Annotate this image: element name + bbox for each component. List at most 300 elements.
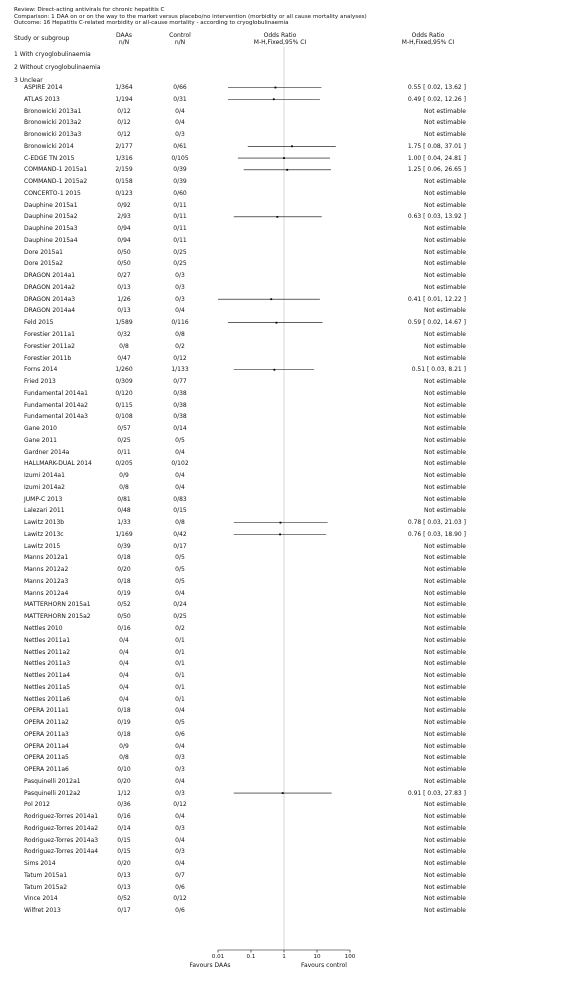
daas-count: 0/13: [117, 307, 131, 315]
control-count: 0/5: [175, 577, 185, 585]
daas-count: 0/4: [119, 648, 129, 656]
or-ci-text: Not estimable: [424, 495, 466, 503]
daas-count: 0/17: [117, 907, 131, 915]
study-name: Rodriguez-Torres 2014a4: [24, 848, 99, 856]
study-name: HALLMARK-DUAL 2014: [24, 460, 92, 468]
or-ci-text: Not estimable: [424, 660, 466, 668]
or-ci-text: Not estimable: [424, 777, 466, 785]
control-count: 1/133: [171, 366, 189, 374]
daas-count: 0/9: [119, 742, 129, 750]
study-name: Nettles 2011a1: [24, 636, 71, 644]
or-ci-text: 1.00 [ 0.04, 24.81 ]: [407, 154, 466, 162]
or-text-method-header: M-H,Fixed,95% CI: [401, 39, 455, 46]
daas-count: 1/12: [117, 789, 131, 797]
control-count: 0/3: [175, 295, 185, 303]
study-name: Izumi 2014a2: [24, 483, 65, 491]
control-count: 0/4: [175, 589, 185, 597]
daas-count: 0/12: [117, 119, 131, 127]
subgroup-label: 3 Unclear: [14, 77, 43, 84]
study-name: Tatum 2015a1: [24, 871, 68, 879]
control-count: 0/3: [175, 272, 185, 280]
control-count: 0/7: [175, 871, 185, 879]
control-count: 0/4: [175, 777, 185, 785]
or-ci-text: Not estimable: [424, 672, 466, 679]
or-ci-text: Not estimable: [424, 331, 466, 338]
study-name: Gardner 2014a: [24, 448, 70, 456]
or-ci-text: Not estimable: [424, 636, 466, 644]
study-name: JUMP-C 2013: [24, 495, 63, 503]
study-name: Lalezari 2011: [24, 507, 65, 515]
study-name: OPERA 2011a5: [24, 754, 69, 762]
or-ci-text: Not estimable: [424, 201, 466, 209]
control-count: 0/2: [175, 625, 185, 632]
study-name: Nettles 2011a4: [24, 672, 71, 679]
daas-count: 0/4: [119, 683, 129, 691]
control-count: 0/11: [173, 201, 187, 209]
or-ci-text: Not estimable: [424, 542, 466, 550]
daas-count: 0/309: [115, 378, 133, 385]
study-name: OPERA 2011a4: [24, 742, 69, 750]
daas-nn-header: n/N: [118, 39, 130, 46]
or-ci-text: Not estimable: [424, 871, 466, 879]
or-ci-text: Not estimable: [424, 836, 466, 844]
study-name: Lawitz 2013c: [24, 530, 64, 538]
or-ci-text: Not estimable: [424, 119, 466, 127]
point-estimate: [283, 157, 285, 159]
or-ci-text: Not estimable: [424, 848, 466, 856]
study-name: ASPIRE 2014: [24, 84, 63, 91]
study-name: DRAGON 2014a4: [24, 307, 76, 315]
daas-count: 0/36: [117, 801, 131, 809]
study-name: Gane 2010: [24, 425, 57, 432]
favours-control-label: Favours control: [301, 962, 347, 969]
control-count: 0/39: [173, 166, 187, 174]
x-tick-label: 0.1: [246, 954, 256, 960]
study-name: OPERA 2011a6: [24, 766, 69, 774]
or-ci-text: Not estimable: [424, 742, 466, 750]
daas-count: 0/20: [117, 860, 131, 868]
x-tick-label: 100: [344, 954, 356, 960]
or-ci-text: Not estimable: [424, 577, 466, 585]
control-count: 0/1: [175, 660, 185, 668]
daas-count: 0/94: [117, 236, 131, 244]
daas-count: 0/9: [119, 472, 129, 480]
study-name: Izumi 2014a1: [24, 472, 65, 480]
x-tick-label: 1: [282, 954, 286, 960]
study-name: COMMAND-1 2015a1: [24, 166, 88, 174]
or-ci-text: Not estimable: [424, 883, 466, 891]
daas-count: 1/169: [115, 530, 133, 538]
control-count: 0/38: [173, 389, 187, 397]
daas-count: 0/39: [117, 542, 131, 550]
study-name: Rodriguez-Torres 2014a2: [24, 824, 99, 832]
study-name: Dauphine 2015a1: [24, 201, 78, 209]
or-ci-text: Not estimable: [424, 754, 466, 762]
or-ci-text: Not estimable: [424, 601, 466, 609]
study-name: Dore 2015a1: [24, 248, 63, 256]
daas-count: 0/12: [117, 107, 131, 115]
control-count: 0/12: [173, 354, 187, 362]
daas-count: 0/15: [117, 836, 131, 844]
control-nn-header: n/N: [174, 39, 186, 46]
study-name: Pol 2012: [24, 801, 50, 809]
daas-count: 0/47: [117, 354, 131, 362]
or-ci-text: Not estimable: [424, 260, 466, 268]
or-ci-text: Not estimable: [424, 625, 466, 632]
daas-count: 0/15: [117, 848, 131, 856]
control-count: 0/17: [173, 542, 187, 550]
study-name: Dauphine 2015a3: [24, 225, 78, 233]
or-ci-text: 1.75 [ 0.08, 37.01 ]: [407, 142, 466, 150]
daas-count: 1/260: [115, 366, 133, 374]
daas-count: 0/20: [117, 777, 131, 785]
control-count: 0/6: [175, 730, 185, 738]
daas-count: 0/14: [117, 824, 131, 832]
study-name: OPERA 2011a1: [24, 707, 69, 715]
or-ci-text: Not estimable: [424, 707, 466, 715]
review-title: Review: Direct-acting antivirals for chronic hepatitis C: [14, 7, 165, 13]
daas-count: 0/18: [117, 577, 131, 585]
daas-count: 0/13: [117, 883, 131, 891]
study-name: Forestier 2011a1: [24, 331, 75, 338]
daas-count: 0/8: [119, 483, 129, 491]
study-name: MATTERHORN 2015a1: [24, 601, 91, 609]
control-count: 0/25: [173, 260, 187, 268]
daas-count: 0/4: [119, 660, 129, 668]
control-count: 0/83: [173, 495, 187, 503]
or-ci-text: Not estimable: [424, 695, 466, 703]
or-ci-text: Not estimable: [424, 554, 466, 562]
or-ci-text: 0.51 [ 0.03, 8.21 ]: [411, 366, 466, 374]
or-ci-text: Not estimable: [424, 248, 466, 256]
control-count: 0/1: [175, 648, 185, 656]
daas-count: 0/205: [115, 460, 133, 468]
or-ci-text: Not estimable: [424, 472, 466, 480]
study-name: Nettles 2011a2: [24, 648, 71, 656]
or-ci-text: 1.25 [ 0.06, 26.65 ]: [407, 166, 466, 174]
control-count: 0/4: [175, 119, 185, 127]
or-ci-text: Not estimable: [424, 907, 466, 915]
or-ci-text: 0.78 [ 0.03, 21.03 ]: [407, 519, 466, 527]
daas-count: 0/50: [117, 260, 131, 268]
control-count: 0/25: [173, 613, 187, 621]
study-name: DRAGON 2014a3: [24, 295, 76, 303]
control-count: 0/12: [173, 801, 187, 809]
daas-count: 0/8: [119, 342, 129, 350]
control-count: 0/1: [175, 683, 185, 691]
daas-count: 1/194: [115, 95, 133, 103]
or-ci-text: Not estimable: [424, 460, 466, 468]
daas-count: 0/32: [117, 331, 131, 338]
or-ci-text: Not estimable: [424, 436, 466, 444]
daas-count: 1/589: [115, 319, 133, 327]
daas-count: 0/13: [117, 283, 131, 291]
point-estimate: [275, 87, 277, 89]
or-ci-text: Not estimable: [424, 895, 466, 903]
study-name: Feld 2015: [24, 319, 54, 327]
study-name: Fried 2013: [24, 378, 56, 385]
or-ci-text: Not estimable: [424, 389, 466, 397]
daas-count: 0/52: [117, 601, 131, 609]
control-count: 0/5: [175, 719, 185, 726]
study-name: Nettles 2011a6: [24, 695, 71, 703]
study-name: ATLAS 2013: [24, 95, 60, 103]
or-ci-text: 0.91 [ 0.03, 27.83 ]: [407, 789, 466, 797]
point-estimate: [270, 298, 272, 300]
daas-count: 0/13: [117, 871, 131, 879]
or-ci-text: Not estimable: [424, 378, 466, 385]
control-count: 0/4: [175, 742, 185, 750]
daas-count: 0/18: [117, 730, 131, 738]
or-ci-text: Not estimable: [424, 272, 466, 280]
study-name: C-EDGE TN 2015: [24, 154, 75, 162]
daas-count: 0/57: [117, 425, 131, 432]
point-estimate: [273, 369, 275, 371]
daas-count: 0/16: [117, 625, 131, 632]
or-ci-text: Not estimable: [424, 131, 466, 138]
control-count: 0/12: [173, 895, 187, 903]
control-count: 0/105: [171, 154, 189, 162]
daas-count: 0/11: [117, 448, 131, 456]
study-name: Forns 2014: [24, 366, 58, 374]
study-name: Bronowicki 2013a1: [24, 107, 82, 115]
control-count: 0/4: [175, 836, 185, 844]
or-plot-header: Odds Ratio: [263, 32, 297, 39]
daas-count: 0/123: [115, 189, 133, 197]
or-ci-text: Not estimable: [424, 283, 466, 291]
study-name: Dauphine 2015a4: [24, 236, 78, 244]
or-ci-text: 0.41 [ 0.01, 12.22 ]: [407, 295, 466, 303]
study-name: COMMAND-1 2015a2: [24, 178, 88, 186]
study-name: Manns 2012a1: [24, 554, 69, 562]
control-count: 0/14: [173, 425, 187, 432]
or-ci-text: Not estimable: [424, 236, 466, 244]
daas-count: 2/93: [117, 213, 131, 221]
x-tick-label: 0.01: [211, 954, 225, 960]
daas-column-header: DAAs: [115, 32, 133, 39]
or-plot-method-header: M-H,Fixed,95% CI: [253, 39, 307, 46]
daas-count: 1/364: [115, 84, 133, 91]
study-name: Forestier 2011b: [24, 354, 72, 362]
comparison-title: Comparison: 1 DAA on or on the way to the market versus placebo/no intervention (morbidity or all cause mortality analyses): [14, 14, 367, 20]
control-count: 0/4: [175, 483, 185, 491]
study-name: Pasquinelli 2012a2: [24, 789, 81, 797]
daas-count: 0/12: [117, 131, 131, 138]
point-estimate: [291, 145, 293, 147]
or-ci-text: Not estimable: [424, 613, 466, 621]
daas-count: 0/4: [119, 672, 129, 679]
subgroup-label: 1 With cryoglobulinaemia: [14, 51, 91, 58]
control-count: 0/42: [173, 530, 187, 538]
or-text-header: Odds Ratio: [411, 32, 445, 39]
daas-count: 0/19: [117, 719, 131, 726]
study-name: DRAGON 2014a1: [24, 272, 76, 280]
daas-count: 0/16: [117, 813, 131, 821]
point-estimate: [280, 522, 282, 524]
or-ci-text: Not estimable: [424, 683, 466, 691]
daas-count: 0/92: [117, 201, 131, 209]
control-count: 0/3: [175, 789, 185, 797]
or-ci-text: Not estimable: [424, 813, 466, 821]
or-ci-text: Not estimable: [424, 225, 466, 233]
or-ci-text: Not estimable: [424, 448, 466, 456]
control-count: 0/6: [175, 907, 185, 915]
study-column-header: Study or subgroup: [14, 35, 70, 42]
control-count: 0/4: [175, 448, 185, 456]
daas-count: 0/18: [117, 554, 131, 562]
control-column-header: Control: [169, 32, 191, 39]
study-name: Bronowicki 2013a3: [24, 131, 82, 138]
control-count: 0/39: [173, 178, 187, 186]
control-count: 0/1: [175, 636, 185, 644]
daas-count: 0/19: [117, 589, 131, 597]
or-ci-text: Not estimable: [424, 107, 466, 115]
study-name: OPERA 2011a2: [24, 719, 69, 726]
study-name: Fundamental 2014a1: [24, 389, 88, 397]
study-name: Tatum 2015a2: [24, 883, 68, 891]
study-name: Wilfret 2013: [24, 907, 61, 915]
control-count: 0/4: [175, 472, 185, 480]
study-name: Manns 2012a2: [24, 566, 69, 574]
point-estimate: [276, 216, 278, 218]
daas-count: 0/50: [117, 613, 131, 621]
or-ci-text: Not estimable: [424, 178, 466, 186]
study-name: Bronowicki 2014: [24, 142, 74, 150]
study-name: Lawitz 2013b: [24, 519, 65, 527]
control-count: 0/116: [171, 319, 189, 327]
or-ci-text: Not estimable: [424, 483, 466, 491]
control-count: 0/38: [173, 401, 187, 409]
or-ci-text: Not estimable: [424, 648, 466, 656]
daas-count: 0/94: [117, 225, 131, 233]
daas-count: 0/4: [119, 636, 129, 644]
control-count: 0/4: [175, 707, 185, 715]
control-count: 0/4: [175, 307, 185, 315]
control-count: 0/2: [175, 342, 185, 350]
control-count: 0/4: [175, 107, 185, 115]
study-name: Dore 2015a2: [24, 260, 63, 268]
study-name: Lawitz 2015: [24, 542, 61, 550]
or-ci-text: Not estimable: [424, 189, 466, 197]
control-count: 0/25: [173, 248, 187, 256]
or-ci-text: Not estimable: [424, 801, 466, 809]
daas-count: 0/25: [117, 436, 131, 444]
daas-count: 0/4: [119, 695, 129, 703]
study-name: MATTERHORN 2015a2: [24, 613, 91, 621]
daas-count: 2/159: [115, 166, 133, 174]
control-count: 0/4: [175, 813, 185, 821]
study-name: DRAGON 2014a2: [24, 283, 76, 291]
study-name: Nettles 2011a5: [24, 683, 71, 691]
control-count: 0/5: [175, 566, 185, 574]
or-ci-text: 0.76 [ 0.03, 18.90 ]: [407, 530, 466, 538]
point-estimate: [273, 98, 275, 100]
point-estimate: [279, 533, 281, 535]
study-name: Dauphine 2015a2: [24, 213, 78, 221]
or-ci-text: Not estimable: [424, 730, 466, 738]
control-count: 0/4: [175, 860, 185, 868]
point-estimate: [276, 322, 278, 324]
control-count: 0/77: [173, 378, 187, 385]
control-count: 0/3: [175, 131, 185, 138]
or-ci-text: Not estimable: [424, 342, 466, 350]
study-name: Rodriguez-Torres 2014a3: [24, 836, 99, 844]
daas-count: 0/108: [115, 413, 133, 421]
study-name: Nettles 2010: [24, 625, 63, 632]
control-count: 0/5: [175, 436, 185, 444]
study-name: CONCERTO-1 2015: [24, 189, 81, 197]
control-count: 0/1: [175, 695, 185, 703]
control-count: 0/60: [173, 189, 187, 197]
daas-count: 0/120: [115, 389, 133, 397]
control-count: 0/24: [173, 601, 187, 609]
daas-count: 0/81: [117, 495, 131, 503]
study-name: Fundamental 2014a2: [24, 401, 88, 409]
or-ci-text: 0.59 [ 0.02, 14.67 ]: [407, 319, 466, 327]
daas-count: 1/33: [117, 519, 131, 527]
control-count: 0/38: [173, 413, 187, 421]
or-ci-text: Not estimable: [424, 425, 466, 432]
favours-daas-label: Favours DAAs: [189, 962, 231, 969]
study-name: OPERA 2011a3: [24, 730, 69, 738]
subgroup-label: 2 Without cryoglobulinaemia: [14, 64, 101, 71]
or-ci-text: Not estimable: [424, 401, 466, 409]
study-name: Rodriguez-Torres 2014a1: [24, 813, 99, 821]
daas-count: 2/177: [115, 142, 133, 150]
control-count: 0/8: [175, 519, 185, 527]
daas-count: 0/158: [115, 178, 133, 186]
study-name: Nettles 2011a3: [24, 660, 71, 668]
point-estimate: [282, 792, 284, 794]
control-count: 0/3: [175, 283, 185, 291]
or-ci-text: Not estimable: [424, 719, 466, 726]
daas-count: 0/52: [117, 895, 131, 903]
control-count: 0/11: [173, 236, 187, 244]
study-name: Vince 2014: [24, 895, 58, 903]
control-count: 0/31: [173, 95, 187, 103]
or-ci-text: Not estimable: [424, 566, 466, 574]
or-ci-text: 0.63 [ 0.03, 13.92 ]: [407, 213, 466, 221]
point-estimate: [286, 169, 288, 171]
study-name: Manns 2012a3: [24, 577, 69, 585]
control-count: 0/11: [173, 213, 187, 221]
study-name: Forestier 2011a2: [24, 342, 75, 350]
control-count: 0/3: [175, 754, 185, 762]
control-count: 0/15: [173, 507, 187, 515]
control-count: 0/3: [175, 766, 185, 774]
daas-count: 0/10: [117, 766, 131, 774]
daas-count: 0/20: [117, 566, 131, 574]
or-ci-text: Not estimable: [424, 307, 466, 315]
control-count: 0/5: [175, 554, 185, 562]
or-ci-text: Not estimable: [424, 589, 466, 597]
control-count: 0/3: [175, 848, 185, 856]
daas-count: 0/48: [117, 507, 131, 515]
daas-count: 0/27: [117, 272, 131, 280]
study-name: Fundamental 2014a3: [24, 413, 88, 421]
or-ci-text: Not estimable: [424, 824, 466, 832]
control-count: 0/102: [171, 460, 189, 468]
daas-count: 0/50: [117, 248, 131, 256]
or-ci-text: Not estimable: [424, 413, 466, 421]
study-name: Bronowicki 2013a2: [24, 119, 82, 127]
or-ci-text: Not estimable: [424, 354, 466, 362]
study-name: Manns 2012a4: [24, 589, 69, 597]
control-count: 0/6: [175, 883, 185, 891]
or-ci-text: Not estimable: [424, 860, 466, 868]
study-name: Pasquinelli 2012a1: [24, 777, 81, 785]
or-ci-text: Not estimable: [424, 507, 466, 515]
